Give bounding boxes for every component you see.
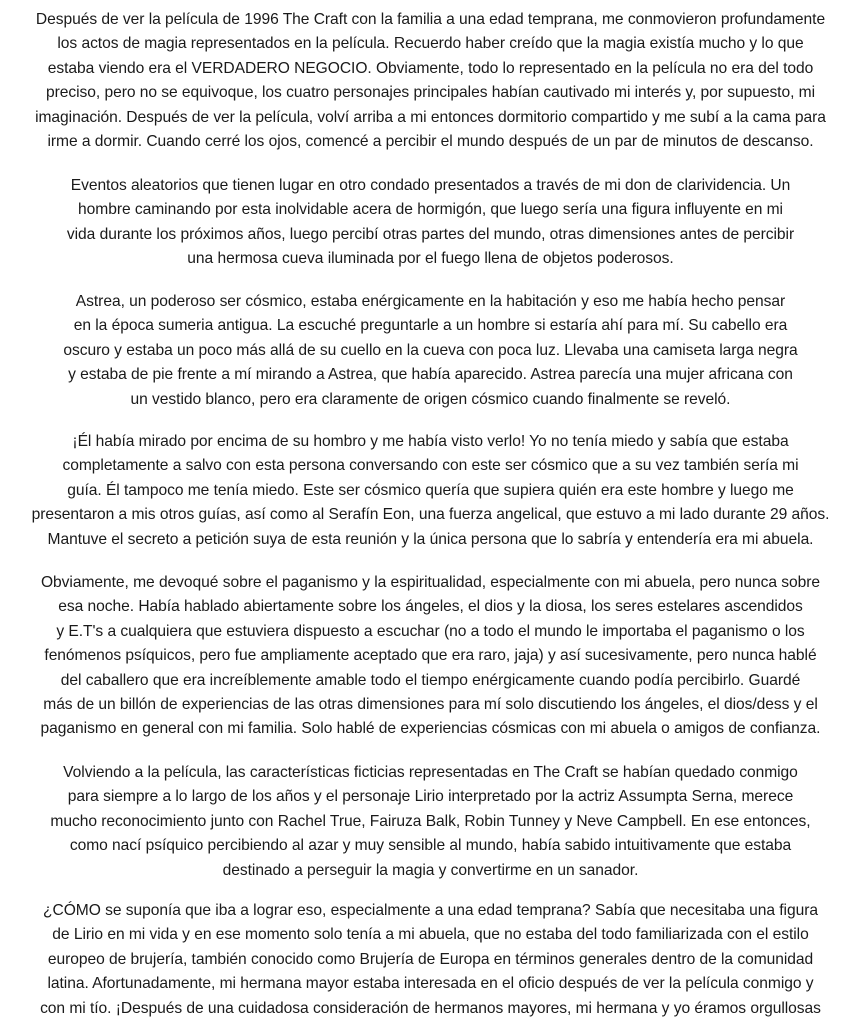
watermark-logo <box>714 1010 854 1024</box>
text-line: esa noche. Había hablado abiertamente sobre los ángeles, el dios y la diosa, los seres estelares ascendidos <box>58 598 803 616</box>
text-line: una hermosa cueva iluminada por el fuego llena de objetos poderosos. <box>187 250 674 268</box>
text-line: europeo de brujería, también conocido como Brujería de Europa en términos generales dentro de la comunidad <box>47 950 814 968</box>
paragraph-3 <box>0 290 861 412</box>
text-line: para siempre a lo largo de los años y el personaje Lirio interpretado por la actriz Assumpta Serna, merece <box>67 788 794 806</box>
paragraph-4 <box>0 430 861 552</box>
text-line: como nací psíquico percibiendo al azar y muy sensible al mundo, había sabido intuitivamente que estaba <box>69 837 792 855</box>
text-line: con mi tío. ¡Después de una cuidadosa consideración de hermanos mayores, mi hermana y yo éramos orgullosas <box>40 999 821 1017</box>
text-line: y estaba de pie frente a mí mirando a Astrea, que había aparecido. Astrea parecía una mujer africana con <box>68 366 793 384</box>
text-line: oscuro y estaba un poco más allá de su cuello en la cueva con poca luz. Llevaba una camiseta larga negra <box>63 341 798 359</box>
text-line: hombre caminando por esta inolvidable acera de hormigón, que luego sería una figura influyente en mi <box>78 201 783 219</box>
text-line: Obviamente, me devoqué sobre el paganismo y la espiritualidad, especialmente con mi abuela, pero nunca sobre <box>40 574 821 591</box>
text-line: irme a dormir. Cuando cerré los ojos, comencé a percibir el mundo después de un par de minutos de descanso. <box>47 133 814 151</box>
paragraph-5 <box>0 571 861 742</box>
paragraph-2 <box>0 174 861 272</box>
text-line: Astrea, un poderoso ser cósmico, estaba enérgicamente en la habitación y eso me había hecho pensar <box>75 293 786 310</box>
text-line: mucho reconocimiento junto con Rachel True, Fairuza Balk, Robin Tunney y Neve Campbell. En ese entonces, <box>50 812 811 830</box>
text-line: guía. Él tampoco me tenía miedo. Este ser cósmico quería que supiera quién era este hombre y luego me <box>67 481 794 499</box>
text-line: paganismo en general con mi familia. Solo hablé de experiencias cósmicas con mi abuela o amigos de confianza. <box>40 720 821 738</box>
text-line: del caballero que era increíblemente amable todo el tiempo enérgicamente cuando podía percibirlo. Guardé <box>60 671 801 689</box>
text-line: vida durante los próximos años, luego percibí otras partes del mundo, otras dimensiones antes de percibir <box>66 225 795 243</box>
text-line: los actos de magia representados en la película. Recuerdo haber creído que la magia existía mucho y lo que <box>57 35 804 53</box>
text-line: preciso, pero no se equivoque, los cuatro personajes principales habían cautivado mi interés y, por supuesto, mi <box>45 84 816 102</box>
text-line: en la época sumeria antigua. La escuché preguntarle a un hombre si estaría ahí para mí. Su cabello era <box>73 317 788 335</box>
text-line: ¡Él había mirado por encima de su hombro y me había visto verlo! Yo no tenía miedo y sabía que estaba <box>72 433 789 450</box>
paragraph-1 <box>0 8 861 154</box>
text-line: Después de ver la película de 1996 The Craft con la familia a una edad temprana, me conmovieron profundamente <box>35 11 826 28</box>
text-line: completamente a salvo con esta persona conversando con este ser cósmico que a su vez también sería mi <box>62 457 799 475</box>
text-line: de Lirio en mi vida y en ese momento solo tenía a mi abuela, que no estaba del todo familiarizada con el estilo <box>52 926 809 944</box>
text-line: un vestido blanco, pero era claramente de origen cósmico cuando finalmente se reveló. <box>130 390 731 408</box>
text-line: y E.T's a cualquiera que estuviera dispuesto a escuchar (no a todo el mundo le importaba el paganismo o los <box>56 622 805 640</box>
text-line: Mantuve el secreto a petición suya de esta reunión y la única persona que lo sabría y entendería era mi abuela. <box>47 530 814 548</box>
text-line: estaba viendo era el VERDADERO NEGOCIO. Obviamente, todo lo representado en la película no era del todo <box>47 59 814 77</box>
text-line: Volviendo a la película, las características ficticias representadas en The Craft se habían quedado conmigo <box>63 764 798 781</box>
text-line: destinado a perseguir la magia y convertirme en un sanador. <box>222 861 639 879</box>
text-line: fenómenos psíquicos, pero fue ampliamente aceptado que era raro, jaja) y así sucesivamente, pero nunca hablé <box>44 647 817 665</box>
text-line: más de un billón de experiencias de las otras dimensiones para mí solo discutiendo los ángeles, el dios/dess y el <box>43 696 818 714</box>
text-line: presentaron a mis otros guías, así como al Serafín Eon, una fuerza angelical, que estuvo a mi lado durante 29 años. <box>31 506 830 524</box>
paragraph-6 <box>0 761 861 883</box>
text-line: ¿CÓMO se suponía que iba a lograr eso, especialmente a una edad temprana? Sabía que necesitaba una figura <box>43 902 818 919</box>
text-line: latina. Afortunadamente, mi hermana mayor estaba interesada en el oficio después de ver la película conmigo y <box>47 975 814 993</box>
paragraph-7 <box>0 899 861 1021</box>
text-line: Eventos aleatorios que tienen lugar en otro condado presentados a través de mi don de clarividencia. Un <box>70 177 791 194</box>
text-line: imaginación. Después de ver la película, volví arriba a mi entonces dormitorio compartido y me subí a la cama para <box>35 108 826 126</box>
